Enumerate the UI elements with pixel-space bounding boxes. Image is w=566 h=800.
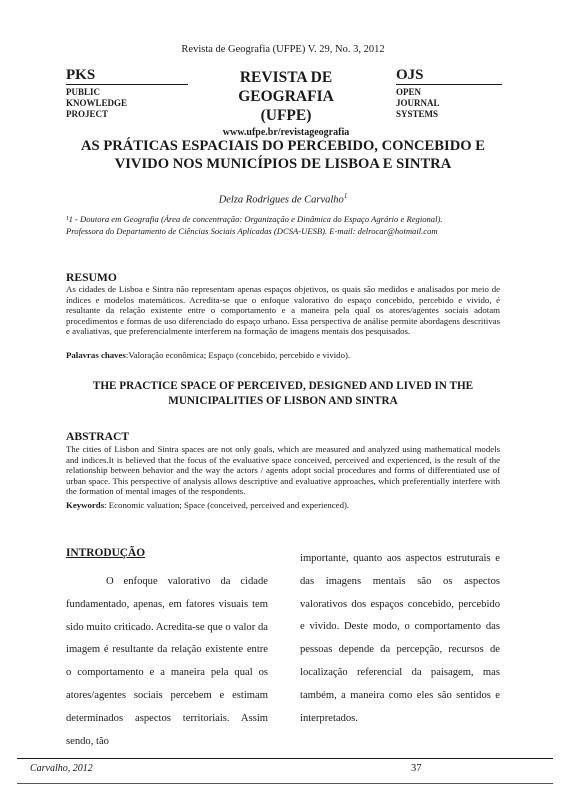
footer-divider <box>17 758 553 759</box>
paper-title-line: VIVIDO NOS MUNICÍPIOS DE LISBOA E SINTRA <box>114 156 452 172</box>
keywords-text: :Valoração econômica; Espaço (concebido, percebido e vivido). <box>125 350 351 360</box>
abstract-heading: ABSTRACT <box>66 430 130 443</box>
english-title <box>76 379 490 408</box>
intro-heading: INTRODUÇÃO <box>66 547 146 559</box>
ojs-abbreviation: OJS <box>396 68 502 85</box>
author-name: Delza Rodrigues de Carvalho <box>218 194 344 206</box>
pkp-line: KNOWLEDGE <box>66 98 128 108</box>
intro-right-column <box>300 548 500 730</box>
journal-masthead <box>66 67 502 138</box>
english-title-line: MUNICIPALITIES OF LISBON AND SINTRA <box>168 394 398 407</box>
ojs-line: OPEN <box>396 87 422 97</box>
author-line <box>0 192 566 206</box>
abstract-body: The cities of Lisbon and Sintra spaces are not only goals, which are measured and analyzed using mathematical models and indices.It is believed that the focus of the evaluative space conceived, perceived and experienced, is the result of the relationship between behavior and the way the actors / agents adopt social procedures and forms of differentiated use of urban space. This perspective of analysis allows descriptive and evaluative approaches, which preferentially interfere with the formation of mental images of the respondents. <box>66 444 500 497</box>
pkp-abbreviation: PKS <box>66 68 188 85</box>
paper-title <box>60 137 506 173</box>
keywords-label: Keywords <box>66 500 105 510</box>
resumo-keywords <box>66 350 500 360</box>
abstract-keywords <box>66 500 500 510</box>
journal-title: REVISTA DE GEOGRAFIA <box>238 69 334 105</box>
footer-bottom-divider <box>17 783 553 784</box>
page-number: 37 <box>411 763 422 774</box>
intro-left-column <box>66 571 268 753</box>
ojs-line: SYSTEMS <box>396 109 439 119</box>
paper-title-line: AS PRÁTICAS ESPACIAIS DO PERCEBIDO, CONCEBIDO E <box>81 138 485 154</box>
intro-paragraph-continued: importante, quanto aos aspectos estruturais e das imagens mentais são os aspectos valorativos dos espaços concebido, percebido e vivido. Deste modo, o comportamento das pessoas depende da percepção, recursos de localização referencial da paisagem, mas também, a maneira como eles são sentidos e interpretados. <box>300 553 500 724</box>
affiliation <box>66 214 506 237</box>
pkp-line: PROJECT <box>66 109 109 119</box>
resumo-body: As cidades de Lisboa e Sintra não representam apenas espaços objetivos, os quais são medidos e analisados por meio de índices e modelos matemáticos. Acredita-se que o enfoque valorativo do espaço concebido, percebido e vivido, é resultante da relação existente entre o comportamento e a maneira pela qual os atores/agentes sociais adotam procedimentos e formas de uso diferenciado do espaço urbano. Essa perspectiva de análise permite abordagens descritivas e avaliativas, que preferencialmente interferem na formação de imagens mentais dos pesquisados. <box>66 284 500 337</box>
english-title-line: THE PRACTICE SPACE OF PERCEIVED, DESIGNED AND LIVED IN THE <box>92 380 474 392</box>
author-footnote-mark: 1 <box>343 192 348 200</box>
journal-title-block <box>196 68 376 138</box>
footer-author: Carvalho, 2012 <box>30 763 93 774</box>
affiliation-line: ¹1 - Doutora em Geografia (Área de concentração: Organização e Dinâmica do Espaço Agrário e Regional). <box>66 214 443 224</box>
resumo-heading: RESUMO <box>66 271 117 284</box>
pkp-block <box>66 68 188 120</box>
journal-url: www.ufpe.br/revistageografia <box>222 127 350 138</box>
running-head: Revista de Geografia (UFPE) V. 29, No. 3, 2012 <box>181 44 385 55</box>
keywords-label: Palavras chaves <box>66 350 126 360</box>
ojs-line: JOURNAL <box>396 98 440 108</box>
keywords-text: : Economic valuation; Space (conceived, perceived and experienced). <box>104 500 350 510</box>
intro-paragraph: O enfoque valorativo da cidade fundamentado, apenas, em fatores visuais tem sido muito criticado. Acredita-se que o valor da imagem é resultante da relação existente entre o comportamento e a maneira pela qual os atores/agentes sociais percebem e estimam determinados aspectos territoriais. Assim sendo, tão <box>66 576 268 747</box>
pkp-line: PUBLIC <box>66 87 101 97</box>
journal-title-sub: (UFPE) <box>260 107 312 124</box>
ojs-block <box>396 68 502 120</box>
affiliation-line: Professora do Departamento de Ciências Sociais Aplicadas (DCSA-UESB). E-mail: delrocar@hotmail.com <box>66 225 438 236</box>
